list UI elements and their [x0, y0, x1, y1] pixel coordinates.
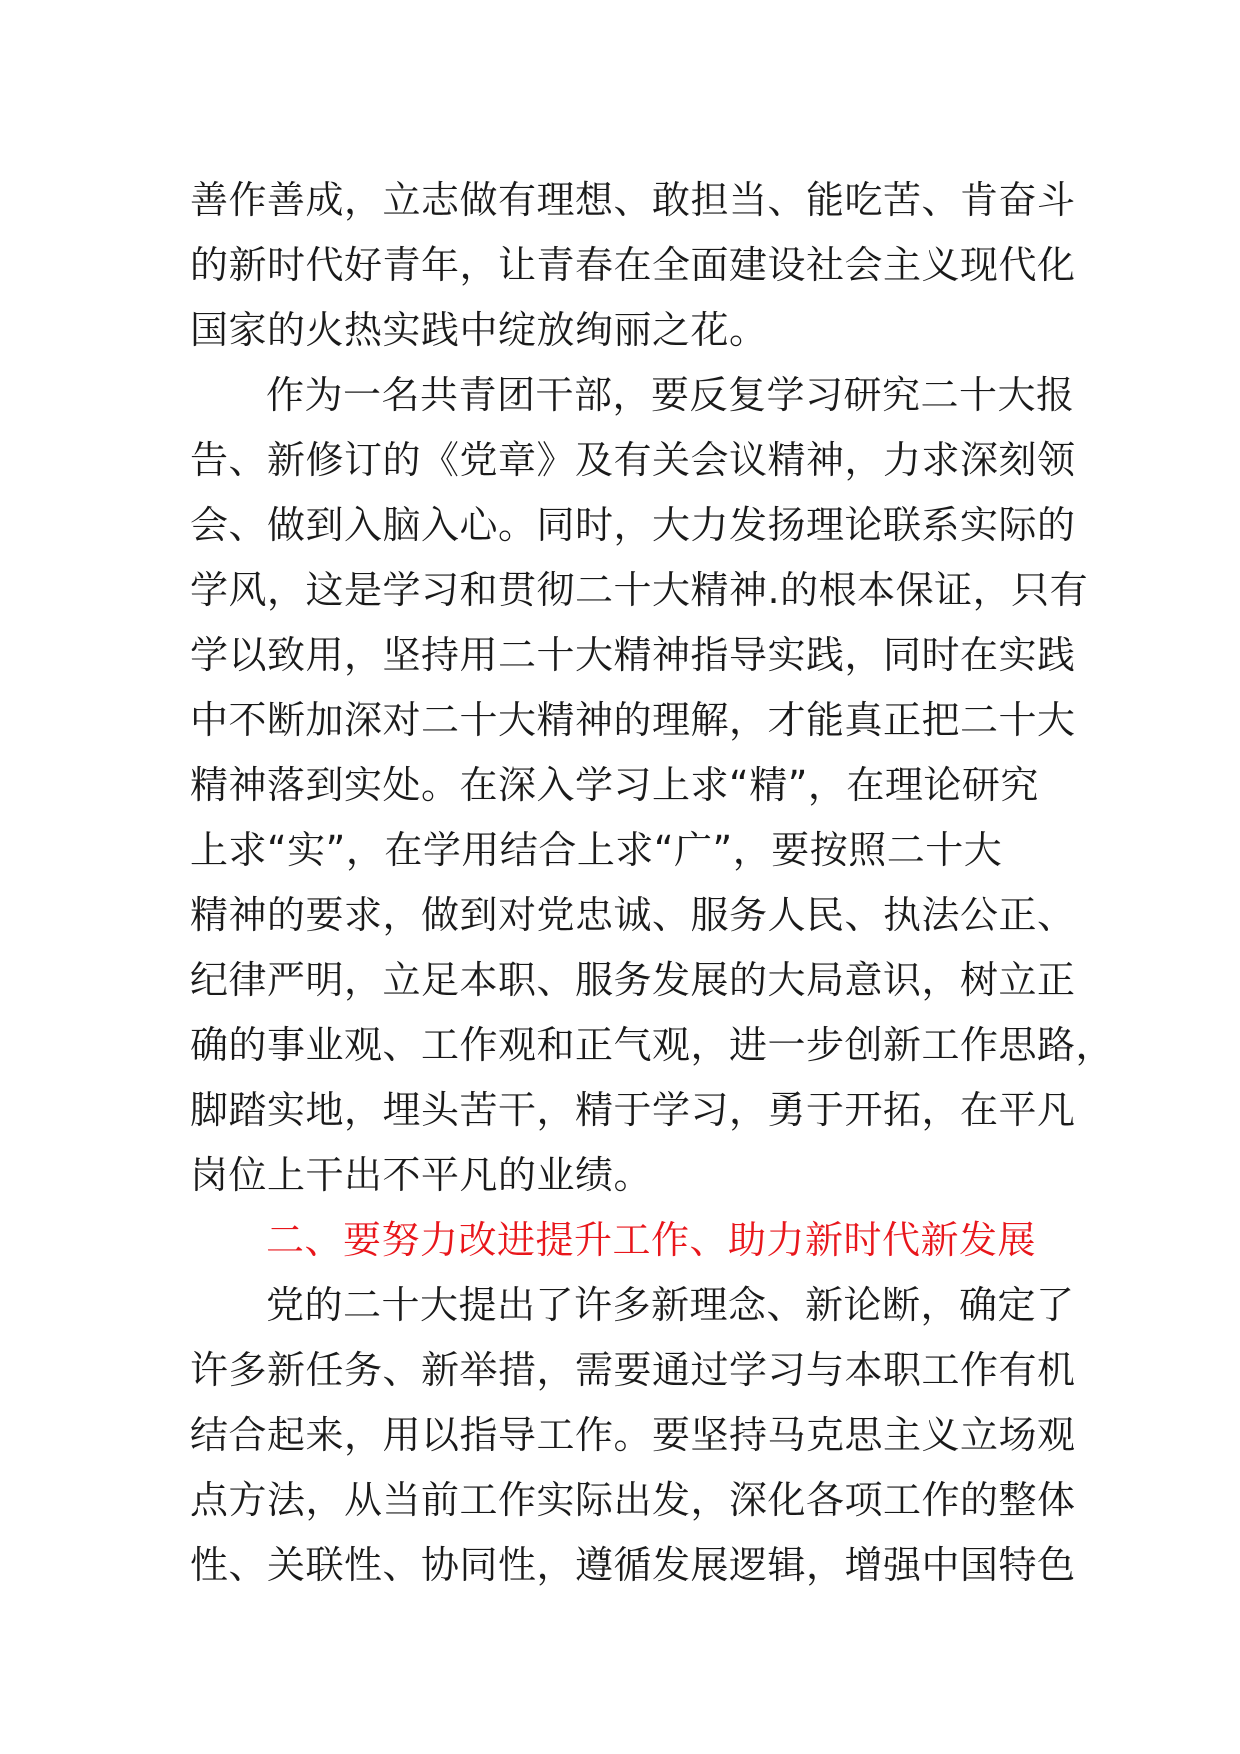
paragraph-line: 善作善成，立志做有理想、敢担当、能吃苦、肯奋斗 — [190, 178, 1076, 222]
paragraph-line: 纪律严明，立足本职、服务发展的大局意识，树立正 — [190, 958, 1076, 1002]
paragraph-line: 精神落到实处。在深入学习上求“精”，在理论研究 — [190, 763, 1039, 807]
paragraph-line: 告、新修订的《党章》及有关会议精神，力求深刻领 — [190, 438, 1076, 482]
paragraph-line: 确的事业观、工作观和正气观，进一步创新工作思路， — [190, 1023, 1115, 1067]
paragraph-line: 许多新任务、新举措，需要通过学习与本职工作有机 — [190, 1348, 1076, 1392]
paragraph-line: 性、关联性、协同性，遵循发展逻辑，增强中国特色 — [190, 1543, 1076, 1587]
paragraph-line: 精神的要求，做到对党忠诚、服务人民、执法公正、 — [190, 893, 1076, 937]
paragraph-line: 点方法，从当前工作实际出发，深化各项工作的整体 — [190, 1478, 1076, 1522]
paragraph-first-line: 党的二十大提出了许多新理念、新论断，确定了 — [266, 1283, 1075, 1327]
paragraph-line: 脚踏实地，埋头苦干，精于学习，勇于开拓，在平凡 — [190, 1088, 1076, 1132]
section-heading: 二、要努力改进提升工作、助力新时代新发展 — [266, 1218, 1037, 1262]
paragraph-line: 学以致用，坚持用二十大精神指导实践，同时在实践 — [190, 633, 1076, 677]
paragraph-line: 上求“实”，在学用结合上求“广”，要按照二十大 — [190, 828, 1003, 872]
paragraph-line: 会、做到入脑入心。同时，大力发扬理论联系实际的 — [190, 503, 1076, 547]
paragraph-line: 岗位上干出不平凡的业绩。 — [190, 1153, 653, 1197]
paragraph-line: 中不断加深对二十大精神的理解，才能真正把二十大 — [190, 698, 1076, 742]
paragraph-first-line: 作为一名共青团干部，要反复学习研究二十大报 — [266, 373, 1075, 417]
paragraph-line: 学风，这是学习和贯彻二十大精神.的根本保证，只有 — [190, 568, 1089, 612]
paragraph-line: 国家的火热实践中绽放绚丽之花。 — [190, 308, 768, 352]
paragraph-line: 结合起来，用以指导工作。要坚持马克思主义立场观 — [190, 1413, 1076, 1457]
body-text — [190, 168, 1115, 1598]
paragraph-line: 的新时代好青年，让青春在全面建设社会主义现代化 — [190, 243, 1076, 287]
